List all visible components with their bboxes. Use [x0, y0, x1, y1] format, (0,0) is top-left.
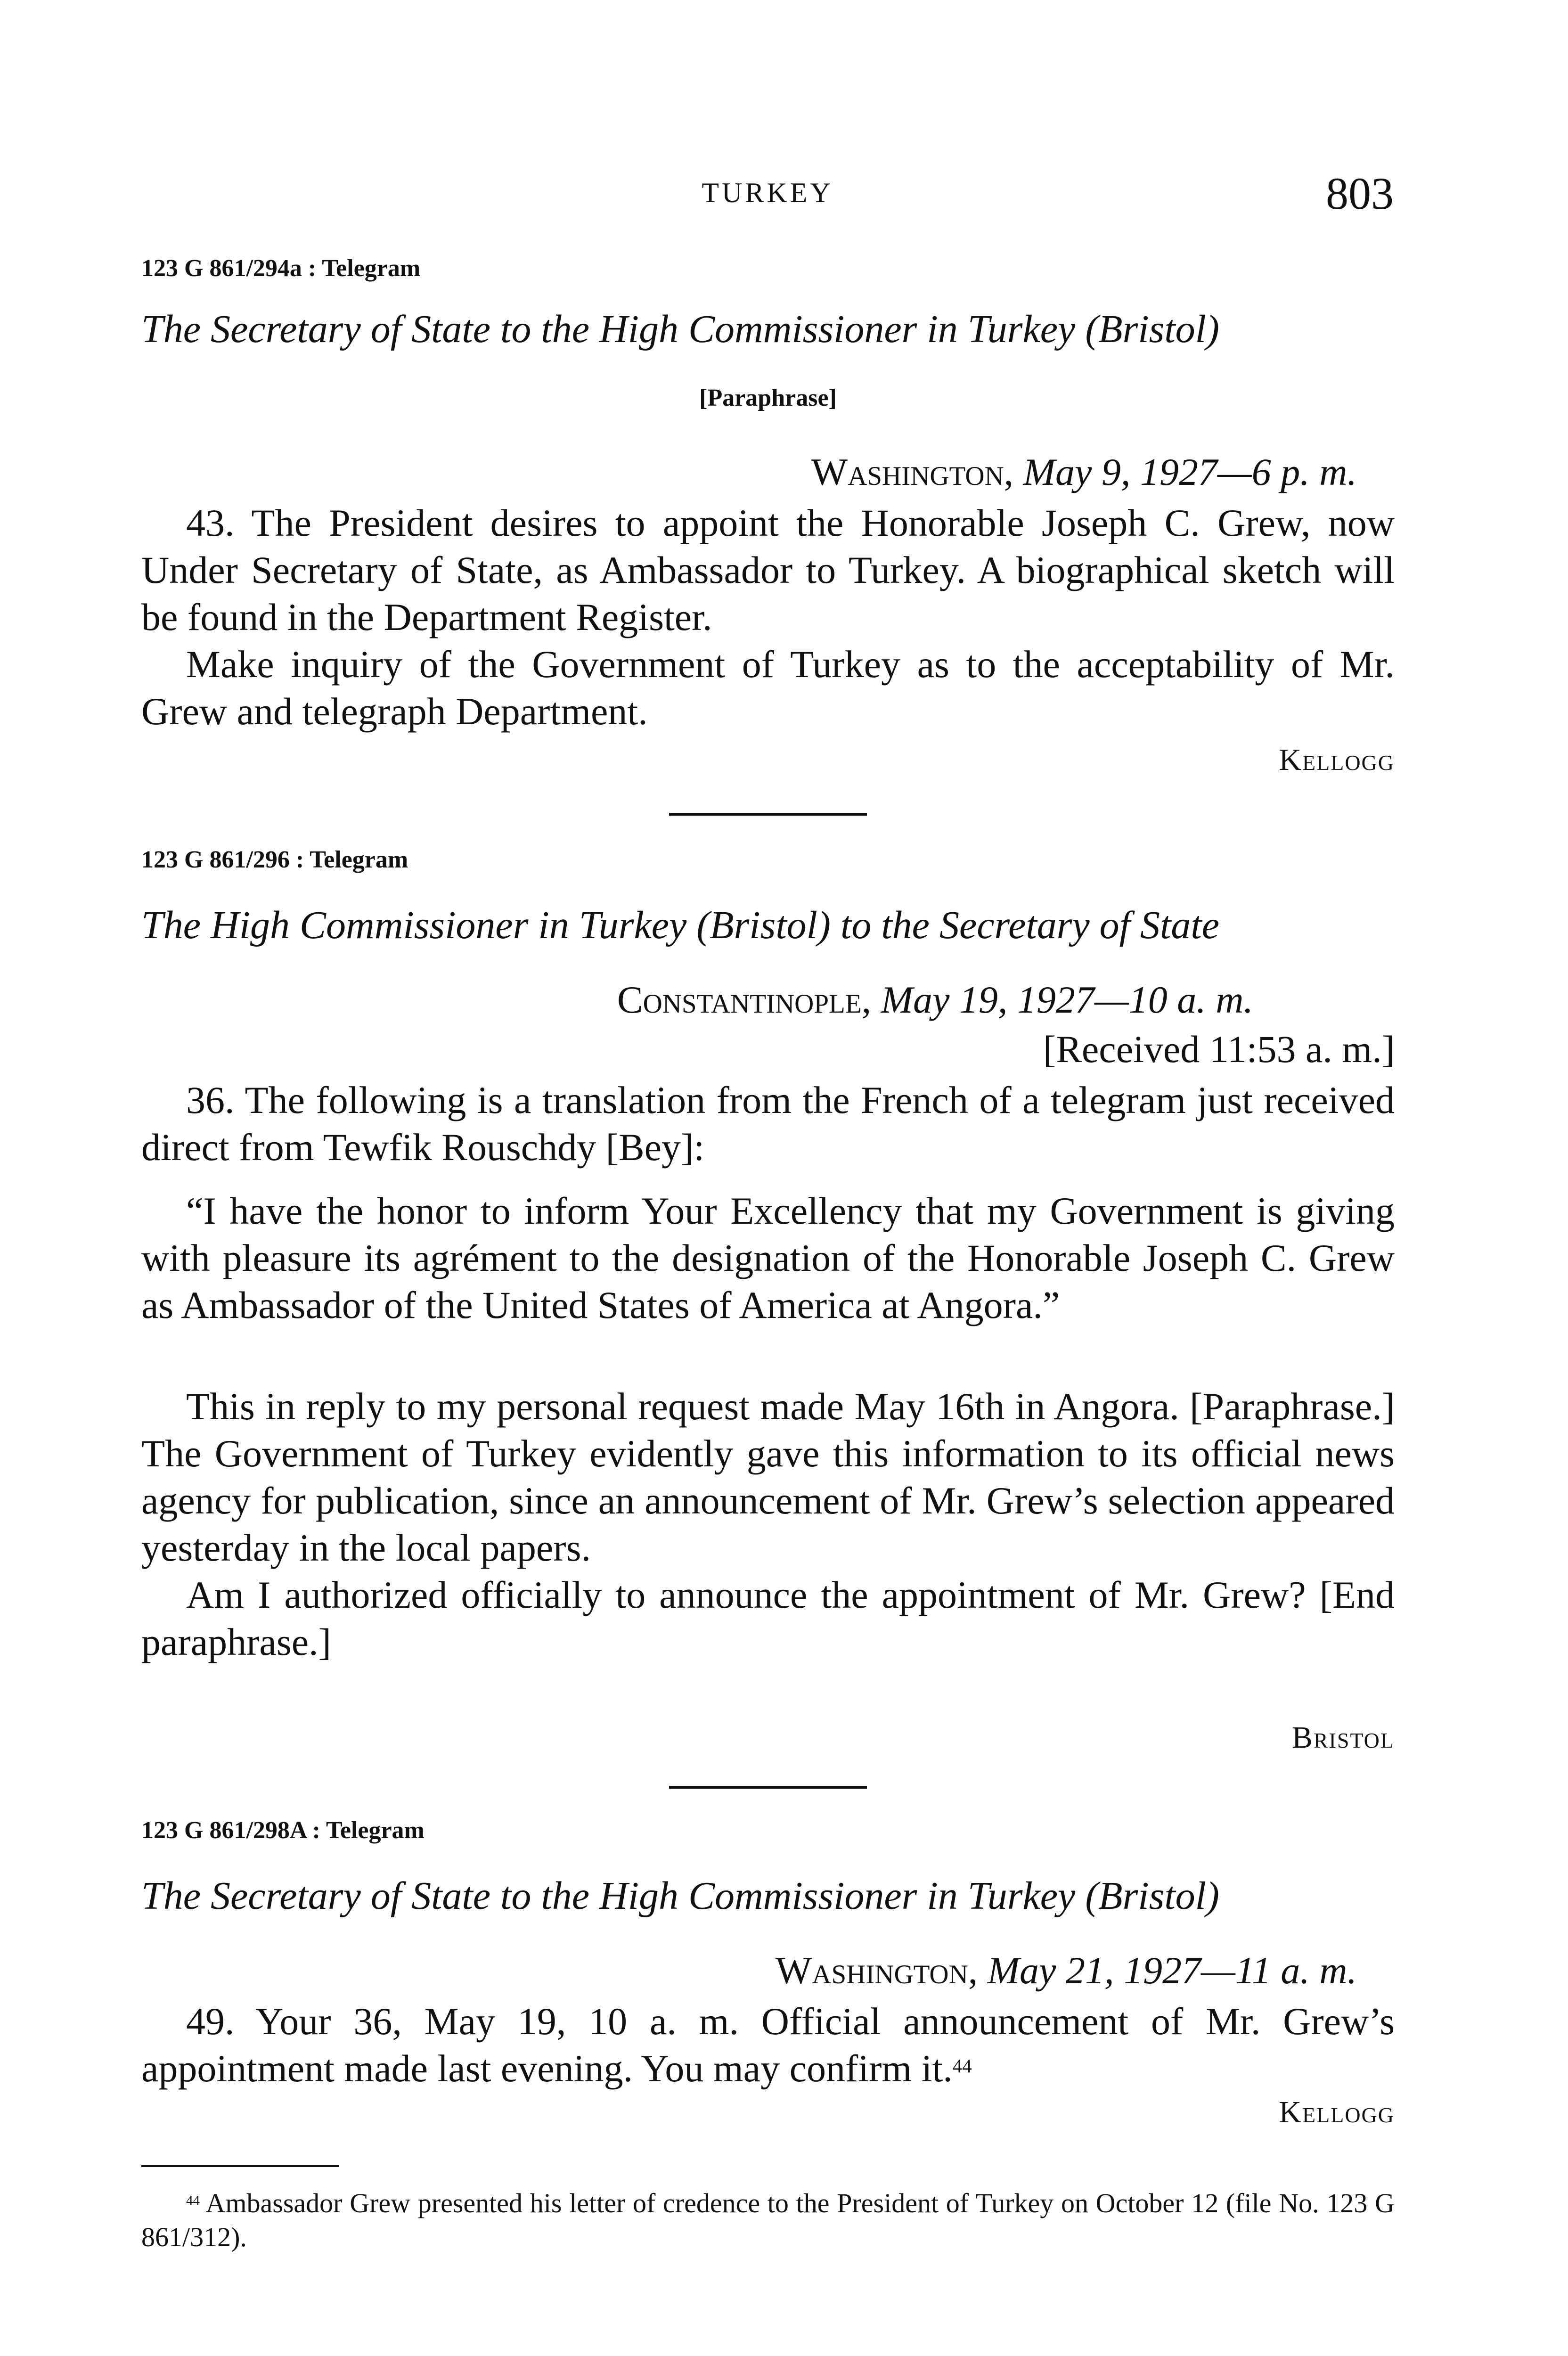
dateline-place: Washington,	[811, 450, 1014, 493]
signature: Bristol	[1291, 1720, 1395, 1755]
page-number: 803	[1326, 168, 1394, 219]
dateline	[141, 978, 1395, 1022]
telegram-body	[141, 1998, 1395, 2092]
footnote-marker: 44	[186, 2193, 200, 2208]
dateline-date: May 19, 1927—10 a. m.	[881, 978, 1253, 1021]
telegram-body-continued	[141, 1383, 1395, 1666]
footnote-paragraph	[141, 2186, 1395, 2254]
file-reference: 123 G 861/294a : Telegram	[141, 255, 421, 282]
paragraph	[141, 1998, 1395, 2092]
paraphrase-note: [Paraphrase]	[699, 384, 837, 411]
dateline	[141, 450, 1395, 494]
document-heading: The Secretary of State to the High Commissioner in Turkey (Bristol)	[141, 1874, 1219, 1918]
file-reference: 123 G 861/296 : Telegram	[141, 846, 408, 873]
signature: Kellogg	[1279, 2095, 1395, 2129]
dateline-date: May 21, 1927—11 a. m.	[987, 1949, 1357, 1992]
footnote-rule	[141, 2165, 339, 2167]
file-reference: 123 G 861/298A : Telegram	[141, 1817, 425, 1844]
section-divider	[669, 813, 867, 816]
section-divider	[669, 1786, 867, 1789]
running-head	[141, 167, 1394, 219]
signature: Kellogg	[1279, 743, 1395, 777]
footnote	[141, 2186, 1395, 2254]
paragraph-text: 49. Your 36, May 19, 10 a. m. Official announcement of Mr. Grew’s appointment made last evening. You may confirm it.	[141, 2000, 1395, 2090]
paragraph: 43. The President desires to appoint the Honorable Joseph C. Grew, now Under Secretary of State, as Ambassador to Turkey. A biographical sketch will be found in the Department Register.	[141, 501, 1395, 638]
footnote-reference[interactable]: 44	[952, 2055, 972, 2077]
footnote-text: Ambassador Grew presented his letter of credence to the President of Turkey on October 12 (file No. 123 G 861/312).	[141, 2188, 1395, 2252]
telegram-body	[141, 499, 1395, 735]
paragraph: 36. The following is a translation from the French of a telegram just received direct from Tewfik Rouschdy [Bey]:	[141, 1079, 1395, 1169]
dateline-place: Constantinople,	[617, 978, 872, 1021]
paragraph: Make inquiry of the Government of Turkey as to the acceptability of Mr. Grew and telegraph Department.	[141, 643, 1395, 733]
document-heading: The High Commissioner in Turkey (Bristol) to the Secretary of State	[141, 903, 1219, 947]
paragraph: Am I authorized officially to announce the appointment of Mr. Grew? [End paraphrase.]	[141, 1573, 1395, 1663]
dateline-place: Washington,	[775, 1949, 978, 1992]
received-note: [Received 11:53 a. m.]	[1043, 1028, 1395, 1071]
dateline	[141, 1948, 1395, 1993]
running-title: TURKEY	[702, 177, 833, 208]
paragraph: This in reply to my personal request made May 16th in Angora. [Paraphrase.] The Government of Turkey evidently gave this information to its official news agency for publication, since an announcement of Mr. Grew’s selection appeared yesterday in the local papers.	[141, 1385, 1395, 1569]
quoted-telegram	[141, 1187, 1395, 1329]
quote-text: “I have the honor to inform Your Excellency that my Government is giving with pleasure its agrément to the designation of the Honorable Joseph C. Grew as Ambassador of the United States of America at Angora.”	[141, 1189, 1395, 1326]
dateline-date: May 9, 1927—6 p. m.	[1023, 450, 1357, 493]
document-heading: The Secretary of State to the High Commissioner in Turkey (Bristol)	[141, 307, 1219, 351]
telegram-body	[141, 1077, 1395, 1171]
